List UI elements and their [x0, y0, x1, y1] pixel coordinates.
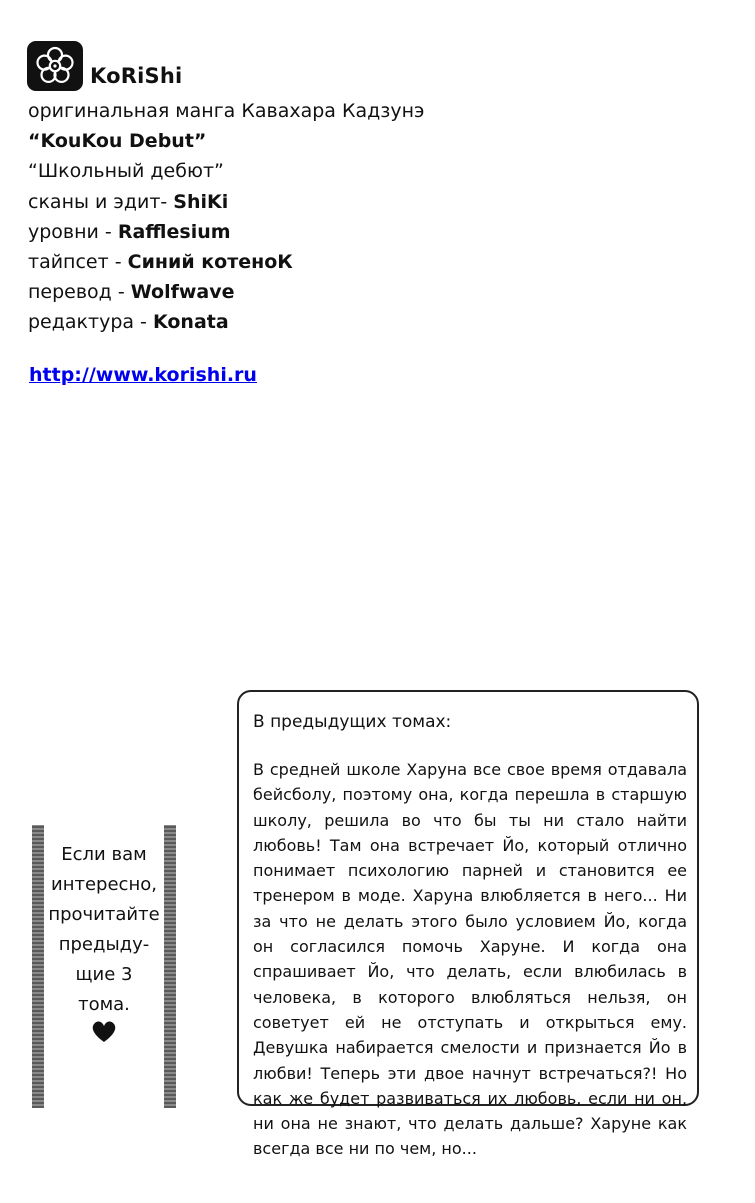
credit-line: “KouKou Debut” [28, 130, 207, 153]
note-border-right [164, 825, 176, 1108]
credit-line: сканы и эдит- ShiKi [28, 190, 229, 213]
credit-line: оригинальная манга Кавахара Кадзунэ [28, 100, 425, 122]
credit-line: редактура - Konata [28, 311, 229, 334]
summary-heading: В предыдущих томах: [253, 712, 452, 732]
website-link[interactable]: http://www.korishi.ru [29, 364, 257, 386]
credit-line: “Школьный дебют” [28, 160, 224, 183]
credits-list [28, 96, 424, 338]
credit-line: тайпсет - Синий котеноК [28, 250, 293, 273]
side-note-text: Если вам интересно, прочитайте предыду- щие 3 тома. [48, 844, 160, 1015]
heart-icon [90, 1017, 118, 1045]
side-note [32, 825, 176, 1108]
credit-line: перевод - Wolfwave [28, 281, 235, 304]
flower-crest-icon [27, 41, 83, 91]
previous-volumes-box [237, 690, 699, 1159]
note-border-left [32, 825, 44, 1108]
credit-line: уровни - Rafflesium [28, 220, 231, 243]
brand-name: KoRiShi [90, 64, 183, 88]
summary-text: В средней школе Харуна все свое время отдавала бейсболу, поэтому она, когда перешла в старшую школу, решила во что бы ты ни стало найти любовь! Там она встречает Йо, который отлично понимает психологию парней и становится ее тренером в моде. Харуна влюбляется в него... Ни за что не делать этого было условием Йо, когда он согласился помочь Харуне. И когда она спрашивает Йо, что делать, если влюбилась в человека, в которого влюбляться нельзя, он советует ей не отступать и открыться ему. Девушка набирается смелости и признается Йо в любви! Теперь эти двое начнут встречаться?! Но как же будет развиваться их любовь, если ни он, ни она не знают, что делать дальше? Харуне как всегда все ни по чем, но... [253, 760, 687, 1159]
